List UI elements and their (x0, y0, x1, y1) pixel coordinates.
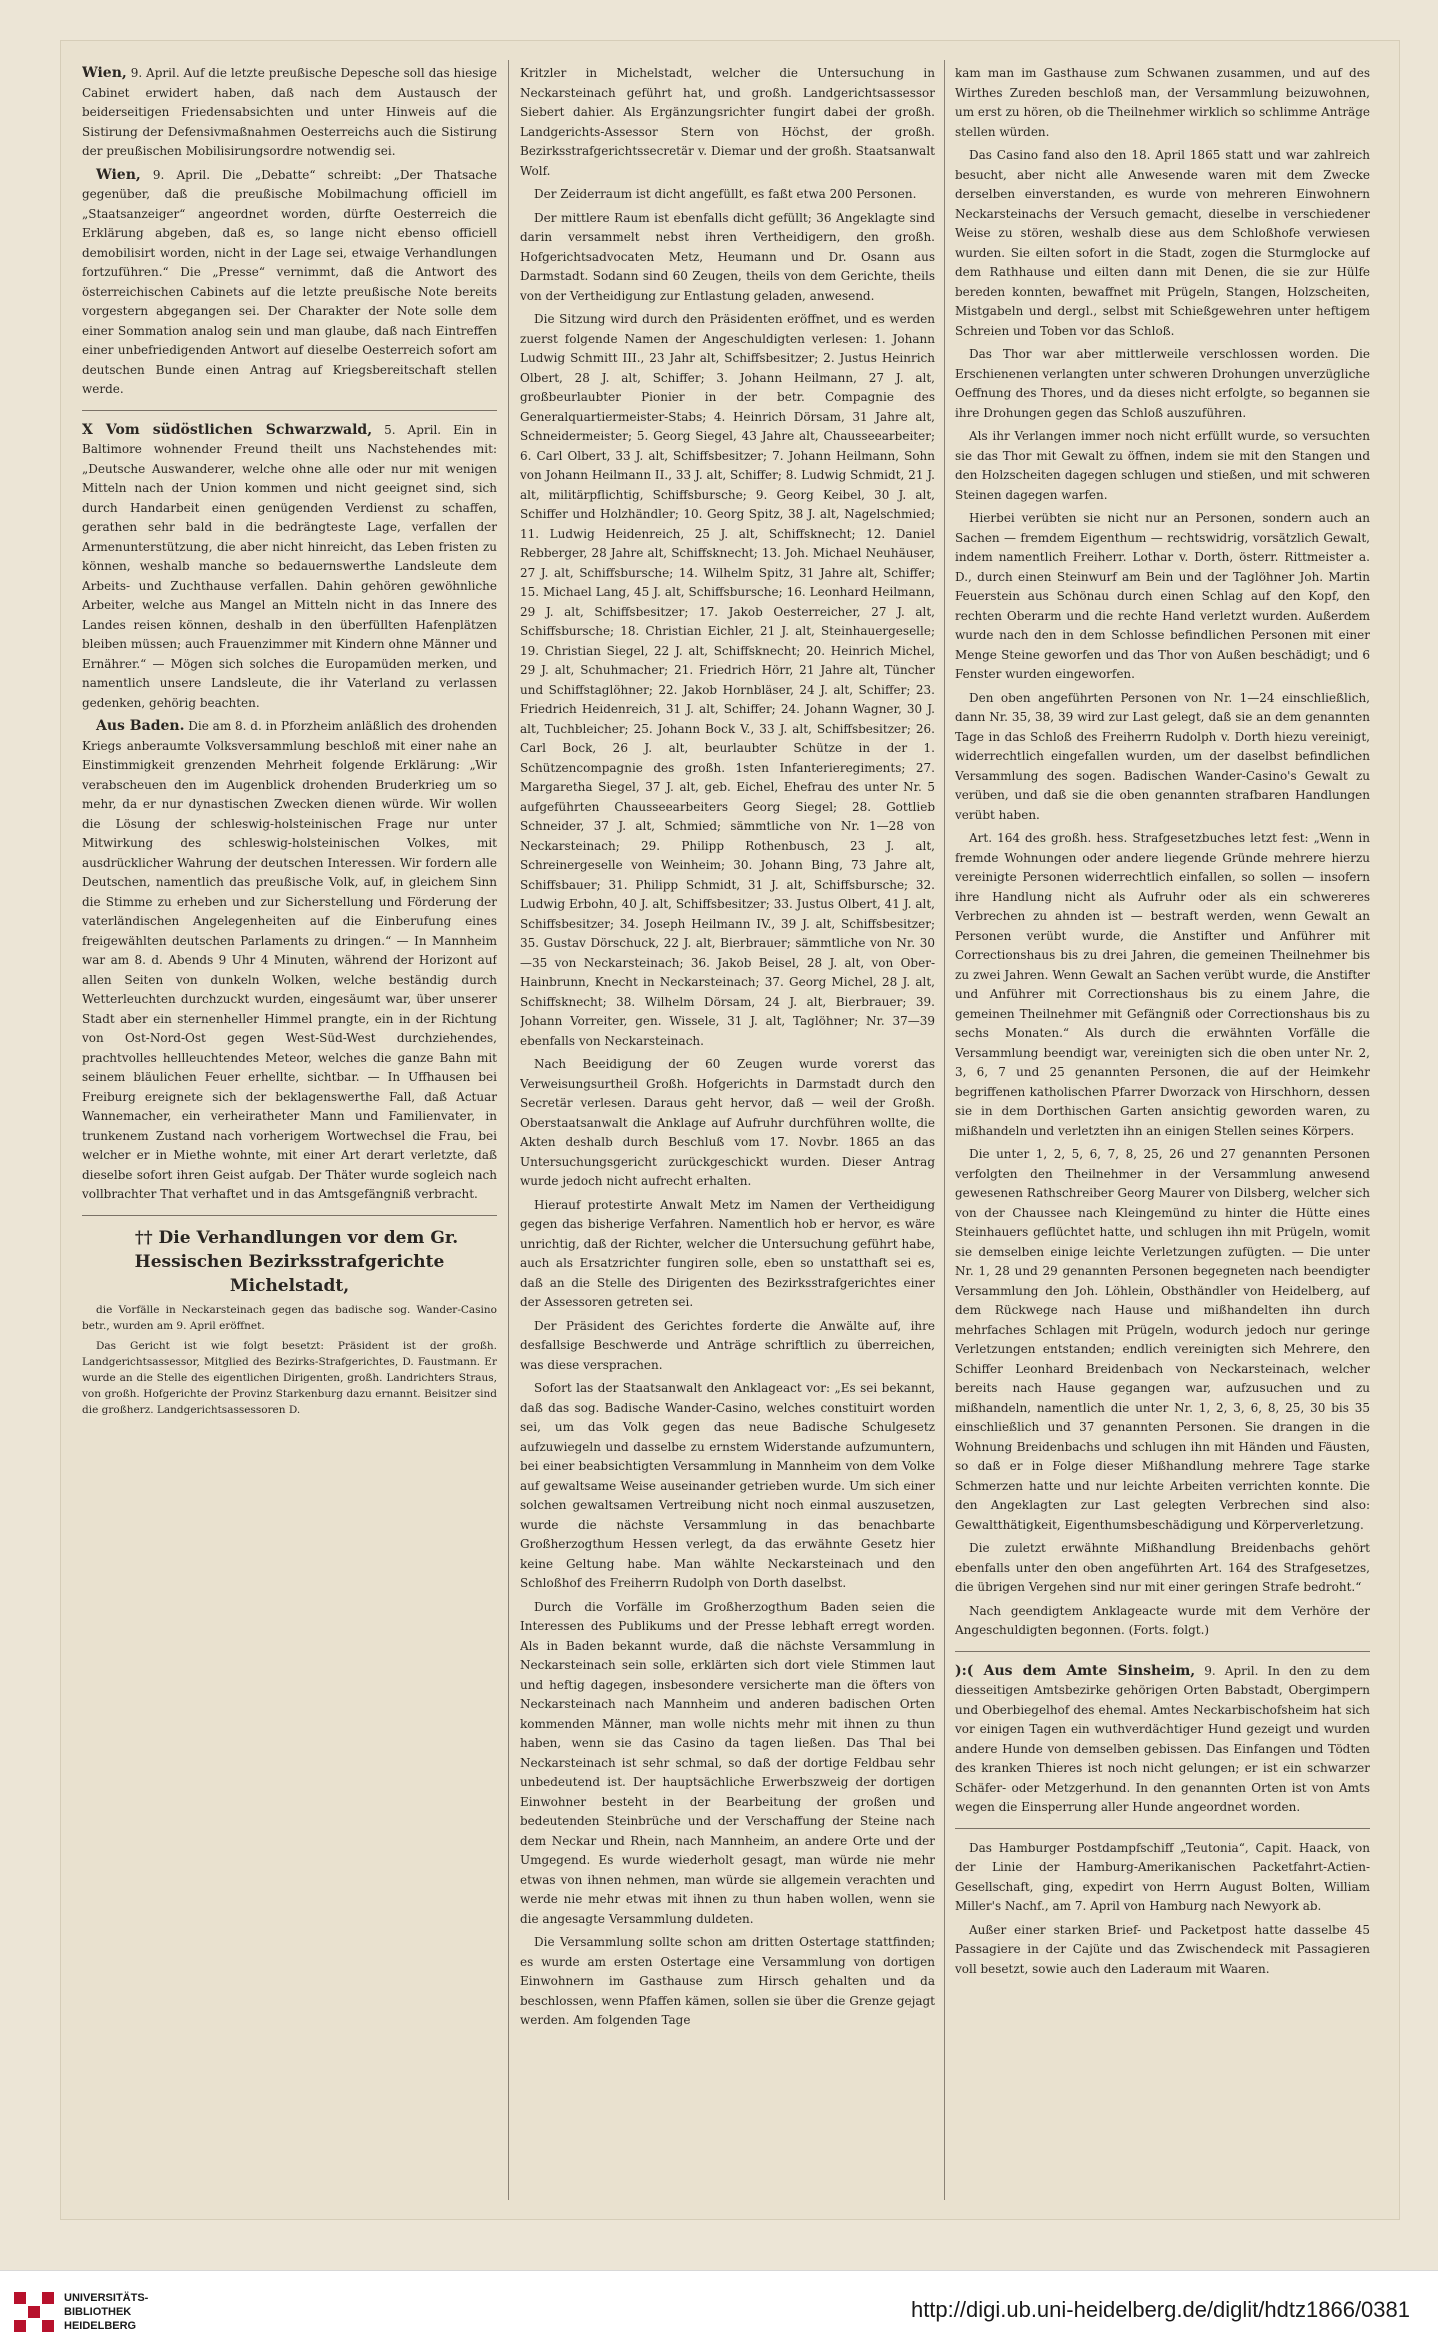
library-logo-icon (14, 2292, 54, 2332)
paragraph: Nach Beeidigung der 60 Zeugen wurde vorerst das Verweisungsurtheil Großh. Hofgerichts in Darmstadt durch den Secretär verlesen. Daraus geht hervor, daß — weil der Großh. Oberstaatsanwalt die Anklage auf Aufruhr durchführen wollte, die Akten deshalb durch Beschluß vom 17. Novbr. 1865 an das Untersuchungsgericht zurückgeschickt wurden. Dieser Antrag wurde jedoch nicht aufrecht erhalten. (520, 1057, 935, 1188)
article-text: 9. April. In den zu dem diesseitigen Amtsbezirke gehörigen Orten Babstadt, Obergimpern und Oberbiegelhof des ehemal. Amtes Neckarbischofsheim hat sich vor einigen Tagen ein wuthverdächtiger Hund gezeigt und wurden andere Hunde von demselben gebissen. Das Einfangen und Tödten des kranken Thieres ist noch nicht gelungen; er ist ein schwarzer Schäfer- oder Metzgerhund. In den genannten Orten ist von Amts wegen die Einsperrung aller Hunde angeordnet worden. (955, 1663, 1370, 1814)
library-name-line: UNIVERSITÄTS- (64, 2292, 149, 2304)
column-2 (520, 64, 935, 2194)
library-name-line: HEIDELBERG (64, 2320, 137, 2332)
column-rule (508, 60, 509, 2200)
article-text: Das Gericht ist wie folgt besetzt: Präsident ist der großh. Landgerichtsassessor, Mitglied des Bezirks-Strafgerichtes, D. Faustmann. Er wurde an die Stelle des eigentlichen Dirigenten, großh. Landrichters Straus, von großh. Hofgerichte der Provinz Starkenburg dazu ernannt. Beisitzer sind die großherz. Landgerichtsassessoren D. (82, 1339, 497, 1416)
paragraph: Sofort las der Staatsanwalt den Anklageact vor: „Es sei bekannt, daß das sog. Badische Wander-Casino, welches constituirt worden sei, um das Volk gegen das neue Badische Schulgesetz aufzuwiegeln und dasselbe zu ernstem Widerstande aufzumuntern, bei einer beabsichtigten Versammlung in Mannheim von dem Volke auf gewaltsame Weise auseinander getrieben wurde. Um sich einer solchen gewaltsamen Vertreibung nicht noch einmal auszusetzen, wurde die nächste Versammlung in das benachbarte Großherzogthum Hessen verlegt, da das erwähnte Gesetz hier keine Geltung habe. Man wählte Neckarsteinach und den Schloßhof des Freiherrn Rudolph von Dorth daselbst. (520, 1381, 935, 1590)
library-name (64, 2291, 148, 2333)
paragraph: Die unter 1, 2, 5, 6, 7, 8, 25, 26 und 27 genannten Personen verfolgten den Theilnehmer in der Versammlung anwesend gewesenen Rathschreiber Georg Maurer von Dilsberg, welcher sich von der Chaussee nach Kleingemünd zu hinter die Hütte eines Steinhauers geflüchtet hatte, und schlugen ihn mit Prügeln, womit sie demselben einige leichte Verletzungen zufügten. — Die unter Nr. 1, 28 und 29 genannten Personen begegneten nach beendigter Versammlung den Joh. Löhlein, Obsthändler von Heidelberg, auf dem Rückwege nach Hause und mißhandelten ihn durch mehrfaches Schlagen mit Prügeln, wodurch jedoch nur geringe Verletzungen entstanden; endlich vereinigten sich Mehrere, den Schiffer Leonhard Breidenbach von Neckarsteinach, welcher bereits nach Hause gegangen war, aufzusuchen und zu mißhandeln, namentlich die unter Nr. 1, 2, 3, 6, 8, 25, 30 bis 35 einschließlich und 37 genannten Personen. Sie drangen in die Wohnung Breidenbachs und schlugen ihn mit Händen und Fäusten, so daß er in Folge dieser Mißhandlung mehrere Tage starke Schmerzen hatte und nur leichte Arbeiten verrichten konnte. Die den Angeklagten zur Last gelegten Verbrechen sind also: Gewaltthätigkeit, Eigenthumsbeschädigung und Körperverletzung. (955, 1147, 1370, 1532)
article-sinsheim (955, 1662, 1370, 1818)
paragraph: Der Zeiderraum ist dicht angefüllt, es faßt etwa 200 Personen. (534, 187, 917, 201)
paragraph: Art. 164 des großh. hess. Strafgesetzbuches letzt fest: „Wenn in fremde Wohnungen oder andere liegende Gründe mehrere hierzu vereinigte Personen widerrechtlich einfallen, so sollen — insofern ihre Handlung nicht als Aufruhr oder als ein schwereres Verbrechen zu ahnden ist — bestraft werden, wenn Gewalt an Personen verübt wurde, die Anstifter und Anführer mit Correctionshaus bis zu drei Jahren, die gemeinen Theilnehmer bis zu zwei Jahren. Wenn Gewalt an Sachen verübt wurde, die Anstifter und Anführer mit Correctionshaus bis zu einem Jahre, die gemeinen Theilnehmer mit Gefängniß oder Correctionshaus bis zu sechs Monaten.“ Als durch die erwähnten Vorfälle die Versammlung beendigt war, vereinigten sich die oben unter Nr. 2, 3, 6, 7 und 25 genannten Personen, die auf der Heimkehr begriffenen katholischen Pfarrer Dworzack von Hirschhorn, dessen sie in dem Dorthischen Garten ansichtig geworden waren, zu mißhandeln und verletzten ihn an einigen Stellen seines Körpers. (955, 831, 1370, 1138)
divider (82, 1215, 497, 1216)
article-baden (82, 717, 497, 1205)
paragraph: Hierbei verübten sie nicht nur an Personen, sondern auch an Sachen — fremdem Eigenthum — rechtswidrig, vorsätzlich Gewalt, indem namentlich Freiherr. Lothar v. Dorth, österr. Rittmeister a. D., durch einen Steinwurf am Bein und der Taglöhner Joh. Martin Feuerstein aus Schönau durch einen Schlag auf den Kopf, den rechten Oberarm und die rechte Hand verletzt wurden. Außerdem wurde nach den in dem Schlosse befindlichen Personen mit einer Menge Steine geworfen und das Thor von Außen beschädigt; und 6 Fenster wurden eingeworfen. (955, 511, 1370, 681)
divider (955, 1651, 1370, 1652)
section-title: †† Die Verhandlungen vor dem Gr. Hessischen Bezirksstrafgerichte Michelstadt, (134, 1227, 459, 1296)
article-wien-2 (82, 166, 497, 400)
paragraph: Der mittlere Raum ist ebenfalls dicht gefüllt; 36 Angeklagte sind darin versammelt nebst ihren Vertheidigern, den großh. Hofgerichtsadvocaten Metz, Heumann und Dr. Osann aus Darmstadt. Sodann sind 60 Zeugen, theils von dem Gerichte, theils von der Vertheidigung zur Entlastung geladen, anwesend. (520, 210, 935, 303)
paragraph: Die zuletzt erwähnte Mißhandlung Breidenbachs gehört ebenfalls unter den oben angeführten Art. 164 des Strafgesetzes, die übrigen Vergehen sind nur mit einer geringen Strafe bedroht.“ (955, 1541, 1370, 1594)
paragraph-text: Nach geendigtem Anklageacte wurde mit dem Verhöre der Angeschuldigten begonnen. (955, 1603, 1370, 1637)
paragraph: Durch die Vorfälle im Großherzogthum Baden seien die Interessen des Publikums und der Presse lebhaft erregt worden. Als in Baden bekannt wurde, daß die nächste Versammlung in Neckarsteinach sein solle, erklärten sich dort viele Stimmen laut und heftig dagegen, insbesondere versicherte man die öfters von Neckarsteinach nach Mannheim und anderen badischen Orten kommenden Männer, man wolle nichts mehr mit ihnen zu thun haben, wenn sie das Casino da tagen ließen. Das Thal bei Neckarsteinach ist sehr schmal, so daß der dortige Feldbau sehr unbedeutend ist. Der hauptsächliche Erwerbszweig der dortigen Einwohner besteht in der Bearbeitung der großen und bedeutenden Steinbrüche und der Verschaffung der Steine nach dem Neckar und Rhein, nach Mannheim, an andere Orte und der Umgegend. Es wurde wiederholt gesagt, man würde nie mehr etwas von ihnen nehmen, man würde sie allgemein verachten und werde nie mehr etwas mit ihnen zu thun haben wollen, wenn sie die angesagte Versammlung duldeten. (520, 1599, 935, 1926)
column-3 (955, 64, 1370, 2194)
library-logo[interactable] (14, 2287, 184, 2337)
article-text: Die am 8. d. in Pforzheim anläßlich des drohenden Kriegs anberaumte Volksversammlung beschloß mit einer nahe an Einstimmigkeit grenzenden Mehrheit folgende Erklärung: „Wir verabscheuen den im Augenblick drohenden Bruderkrieg um so mehr, da er nur dynastischen Zwecken dienen würde. Wir wollen die Lösung der schleswig-holsteinischen Frage nur unter Mitwirkung des schleswig-holsteinischen Volkes, mit ausdrücklicher Wahrung der deutschen Interessen. Wir fordern alle Deutschen, namentlich das preußische Volk, auf, in gleichem Sinn die Stimme zu erheben und zur Sicherstellung und Förderung der vaterländischen Angelegenheiten auf die Einberufung eines freigewählten deutschen Parlaments zu dringen.“ — In Mannheim war am 8. d. Abends 9 Uhr 4 Minuten, während der Horizont auf allen Seiten von dunkeln Wolken, welche beständig durch Wetterleuchten durchzuckt wurden, eingesäumt war, über unserer Stadt aber ein sternenheller Himmel prangte, ein in der Richtung von Ost-Nord-Ost gegen West-Süd-West durchziehendes, prachtvolles hellleuchtendes Meteor, welches die ganze Bahn mit seinem bläulichen Feuer erhellte, sichtbar. — In Uffhausen bei Freiburg ereignete sich der beklagenswerthe Fall, daß Actuar Wannemacher, ein verheiratheter Mann und Familienvater, in trunkenem Zustand nach vorherigem Wortwechsel die Frau, bei welcher er in Miethe wohnte, mit einer Art derart verletzte, daß dieselbe sofort ihren Geist aufgab. Der Thäter wurde sogleich nach vollbrachter That verhaftet und in das Amtsgefängniß verbracht. (82, 719, 497, 1201)
article-text: 9. April. Die „Debatte“ schreibt: „Der Thatsache gegenüber, daß die preußische Mobilmachung officiell im „Staatsanzeiger“ angeordnet worden, dürfte Oesterreich die Erklärung abgeben, daß es, so lange nicht ebenso officiell demobilisirt worden, nicht in der Lage sei, etwaige Verhandlungen fortzuführen.“ Die „Presse“ vernimmt, daß die Antwort des österreichischen Cabinets auf die letzte preußische Note bereits vorgestern abgegangen sei. Der Charakter der Note solle dem einer Sommation analog sein und man glaube, daß nach Eintreffen einer unbefriedigenden Antwort auf dieselbe Oesterreich sofort am deutschen Bunde einen Antrag auf Kriegsbereitschaft stellen werde. (82, 167, 497, 396)
paragraph: Das Casino fand also den 18. April 1865 statt und war zahlreich besucht, aber nicht alle Anwesende waren mit dem Zwecke derselben einverstanden, es wurde von mehreren Einwohnern Neckarsteinachs der Versuch gemacht, dieselbe in verschiedener Weise zu stören, weshalb diese aus dem Schloßhofe verwiesen wurden. Sie eilten sofort in die Stadt, zogen die Sturmglocke auf dem Rathhause und eilten dann mit Denen, die sie zur Hülfe bereden konnten, bewaffnet mit Prügeln, Stangen, Holzscheiten, Mistgabeln und dergl., selbst mit Schießgewehren unter heftigem Schreien und Toben vor das Schloß. (955, 148, 1370, 338)
article-hamburg: Das Hamburger Postdampfschiff „Teutonia“, Capit. Haack, von der Linie der Hamburg-Amerikanischen Packetfahrt-Actien-Gesellschaft, ging, expedirt von Herrn August Bolten, William Miller's Nachf., am 7. April von Hamburg nach Newyork ab. (955, 1840, 1370, 1913)
article-hamburg-2: Außer einer starken Brief- und Packetpost hatte dasselbe 45 Passagiere in der Cajüte und das Zwischendeck mit Passagieren voll besetzt, sowie auch den Laderaum mit Waaren. (955, 1922, 1370, 1976)
continued-note: (Forts. folgt.) (1128, 1623, 1210, 1637)
column-1 (82, 64, 497, 2194)
paragraph: kam man im Gasthause zum Schwanen zusammen, und auf des Wirthes Zureden beschloß man, der Versammlung beizuwohnen, um erst zu hören, ob die Theilnehmer wirklich so schlimme Anträge stellen würden. (955, 66, 1370, 139)
article-text: 5. April. Ein in Baltimore wohnender Freund theilt uns Nachstehendes mit: „Deutsche Auswanderer, welche ohne alle oder nur mit wenigen Mitteln nach der Union kommen und nicht geeignet sind, sich durch Handarbeit einen genügenden Verdienst zu schaffen, gerathen sehr bald in die bedrängteste Lage, verfallen der Armenunterstützung, die aber nicht hinreicht, das Leben fristen zu können, weshalb manche so bedauernswerthe Landsleute dem Arbeits- und Zuchthause verfallen. Dahin gehören gewöhnliche Arbeiter, welche aus Mangel an Mitteln nicht in das Innere des Landes reisen können, deshalb in den überfüllten Hafenplätzen bleiben müssen; auch Frauenzimmer mit Kindern ohne Männer und Ernährer.“ — Mögen sich solches die Europamüden merken, und namentlich unsere Landsleute, die ihr Vaterland zu verlassen gedenken, gehörig beachten. (82, 422, 497, 710)
article-wien-1 (82, 64, 497, 162)
divider (82, 410, 497, 411)
dateline: Wien, (82, 65, 127, 81)
article-text: 9. April. Auf die letzte preußische Depesche soll das hiesige Cabinet erwidert haben, daß nach dem Austausch der beiderseitigen Friedensabsichten und unter Hinweis auf die Sistirung der Defensivmaßnahmen Oesterreichs auch die Sistirung der preußischen Mobilisirungsordre notwendig sei. (82, 66, 497, 158)
dateline: ):( Aus dem Amte Sinsheim, (955, 1662, 1196, 1679)
paragraph: Das Thor war aber mittlerweile verschlossen worden. Die Erschienenen verlangten unter schweren Drohungen unverzügliche Oeffnung des Thores, und da dieses nicht erfolgte, so begannen sie ihre Drohungen gegen das Schloß auszuführen. (955, 347, 1370, 420)
paragraph: Als ihr Verlangen immer noch nicht erfüllt wurde, so versuchten sie das Thor mit Gewalt zu öffnen, indem sie mit den Stangen und den Holzscheiten dagegen schlugen und stießen, und mit schweren Steinen dagegen warfen. (955, 429, 1370, 502)
paragraph: Den oben angeführten Personen von Nr. 1—24 einschließlich, dann Nr. 35, 38, 39 wird zur Last gelegt, daß sie an dem genannten Tage in das Schloß des Freiherrn Rudolph v. Dorth hiezu vereinigt, widerrechtlich eingefallen wurden, um der daselbst befindlichen Versammlung des sogen. Badischen Wander-Casino's Gewalt zu verüben, und daß sie die oben genannten strafbaren Handlungen verübt haben. (955, 690, 1370, 822)
dateline: X Vom südöstlichen Schwarzwald, (82, 421, 373, 438)
library-name-line: BIBLIOTHEK (64, 2306, 132, 2318)
viewer-footer (0, 2270, 1438, 2351)
dateline: Aus Baden. (96, 718, 185, 734)
paragraph: Kritzler in Michelstadt, welcher die Untersuchung in Neckarsteinach geführt hat, und großh. Landgerichtsassessor Siebert dahier. Als Ergänzungsrichter fungirt dabei der großh. Landgerichts-Assessor Stern von Höchst, der großh. Bezirksstrafgerichtssecretär v. Diemar und der großh. Staatsanwalt Wolf. (520, 66, 935, 178)
divider (955, 1828, 1370, 1829)
column-rule (944, 60, 945, 2200)
paragraph (955, 1602, 1370, 1641)
paragraph: Die Sitzung wird durch den Präsidenten eröffnet, und es werden zuerst folgende Namen der Angeschuldigten verlesen: 1. Johann Ludwig Schmitt III., 23 Jahr alt, Schiffsbesitzer; 2. Justus Heinrich Olbert, 28 J. alt, Schiffer; 3. Johann Heilmann, 27 J. alt, großbeurlaubter Pionier in der betr. Compagnie des Generalquartiermeister-Stabs; 4. Heinrich Dörsam, 31 Jahre alt, Schneidermeister; 5. Georg Siegel, 43 Jahre alt, Chausseearbeiter; 6. Carl Olbert, 33 J. alt, Schiffsbesitzer; 7. Johann Heilmann, Sohn von Johann Heilmann II., 33 J. alt, Schiffer; 8. Ludwig Schmidt, 21 J. alt, militärpflichtig, Schiffsbursche; 9. Georg Keibel, 30 J. alt, Schiffer und Holzhändler; 10. Georg Spitz, 38 J. alt, Nagelschmied; 11. Ludwig Heidenreich, 25 J. alt, Schiffsknecht; 12. Daniel Rebberger, 28 Jahre alt, Schiffsknecht; 13. Joh. Michael Neuhäuser, 27 J. alt, Schiffsbursche; 14. Wilhelm Spitz, 31 Jahre alt, Schiffer; 15. Michael Lang, 45 J. alt, Schiffsbursche; 16. Leonhard Heilmann, 29 J. alt, Schiffsbesitzer; 17. Jakob Oesterreicher, 27 J. alt, Schiffsbursche; 18. Christian Eichler, 21 J. alt, Steinhauergeselle; 19. Christian Siegel, 22 J. alt, Schiffsknecht; 20. Heinrich Michel, 29 J. alt, Schuhmacher; 21. Friedrich Hörr, 21 Jahre alt, Tüncher und Schiffstaglöhner; 22. Jakob Hornbläser, 24 J. alt, Schiffer; 23. Friedrich Heidenreich, 31 J. alt, Schiffer; 24. Johann Wagner, 30 J. alt, Tuchbleicher; 25. Johann Bock V., 33 J. alt, Schiffsbesitzer; 26. Carl Bock, 26 J. alt, beurlaubter Schütze in der 1. Schützencompagnie des großh. 1sten Infanterieregiments; 27. Margaretha Siegel, 37 J. alt, geb. Eichel, Ehefrau des unter Nr. 5 aufgeführten Chausseearbeiters Georg Siegel; 28. Gottlieb Schneider, 37 J. alt, Schmied; sämmtliche von Nr. 1—28 von Neckarsteinach; 29. Philipp Rothenbusch, 23 J. alt, Schreinergeselle von Weinheim; 30. Johann Bing, 73 Jahre alt, Schiffsbauer; 31. Philipp Schmidt, 31 J. alt, Schiffsbursche; 32. Ludwig Erbohn, 40 J. alt, Schiffsbesitzer; 33. Justus Olbert, 41 J. alt, Schiffsbesitzer; 34. Joseph Heilmann IV., 39 J. alt, Schiffsbesitzer; 35. Gustav Dörschuck, 22 J. alt, Bierbrauer; sämmtliche von Nr. 30—35 von Neckarsteinach; 36. Jakob Beisel, 28 J. alt, von Ober-Hainbrunn, Knecht in Neckarsteinach; 37. Georg Michel, 28 J. alt, Schiffsknecht; 38. Wilhelm Dörsam, 24 J. alt, Bierbrauer; 39. Johann Vorreiter, gen. Wissele, 31 J. alt, Taglöhner; Nr. 37—39 ebenfalls von Neckarsteinach. (520, 312, 935, 1048)
article-schwarzwald (82, 421, 497, 714)
dateline: Wien, (96, 166, 141, 183)
paragraph: Der Präsident des Gerichtes forderte die Anwälte auf, ihre desfallsige Beschwerde und Anträge schriftlich zu überreichen, was diese versprachen. (520, 1318, 935, 1372)
paragraph: Hierauf protestirte Anwalt Metz im Namen der Vertheidigung gegen das bisherige Verfahren. Namentlich hob er hervor, es wäre unrichtig, daß der Richter, welcher die Untersuchung geführt habe, auch als Ersatzrichter fungiren solle, eben so unstatthaft sei es, daß an die Stelle des Dirigenten des Bezirksstrafgerichtes einer der Assessoren getreten sei. (520, 1197, 935, 1309)
newspaper-page (60, 40, 1400, 2220)
section-subtitle: die Vorfälle in Neckarsteinach gegen das badische sog. Wander-Casino betr., wurden am 9. April eröffnet. (82, 1303, 497, 1332)
permalink-url[interactable]: http://digi.ub.uni-heidelberg.de/diglit/hdtz1866/0381 (910, 2297, 1410, 2322)
paragraph: Die Versammlung sollte schon am dritten Ostertage stattfinden; es wurde am ersten Ostertage eine Versammlung von dortigen Einwohnern im Gasthause zum Hirsch gehalten und da beschlossen, wenn Pfaffen kämen, sollen sie über die Grenze gejagt werden. Am folgenden Tage (520, 1935, 935, 2027)
